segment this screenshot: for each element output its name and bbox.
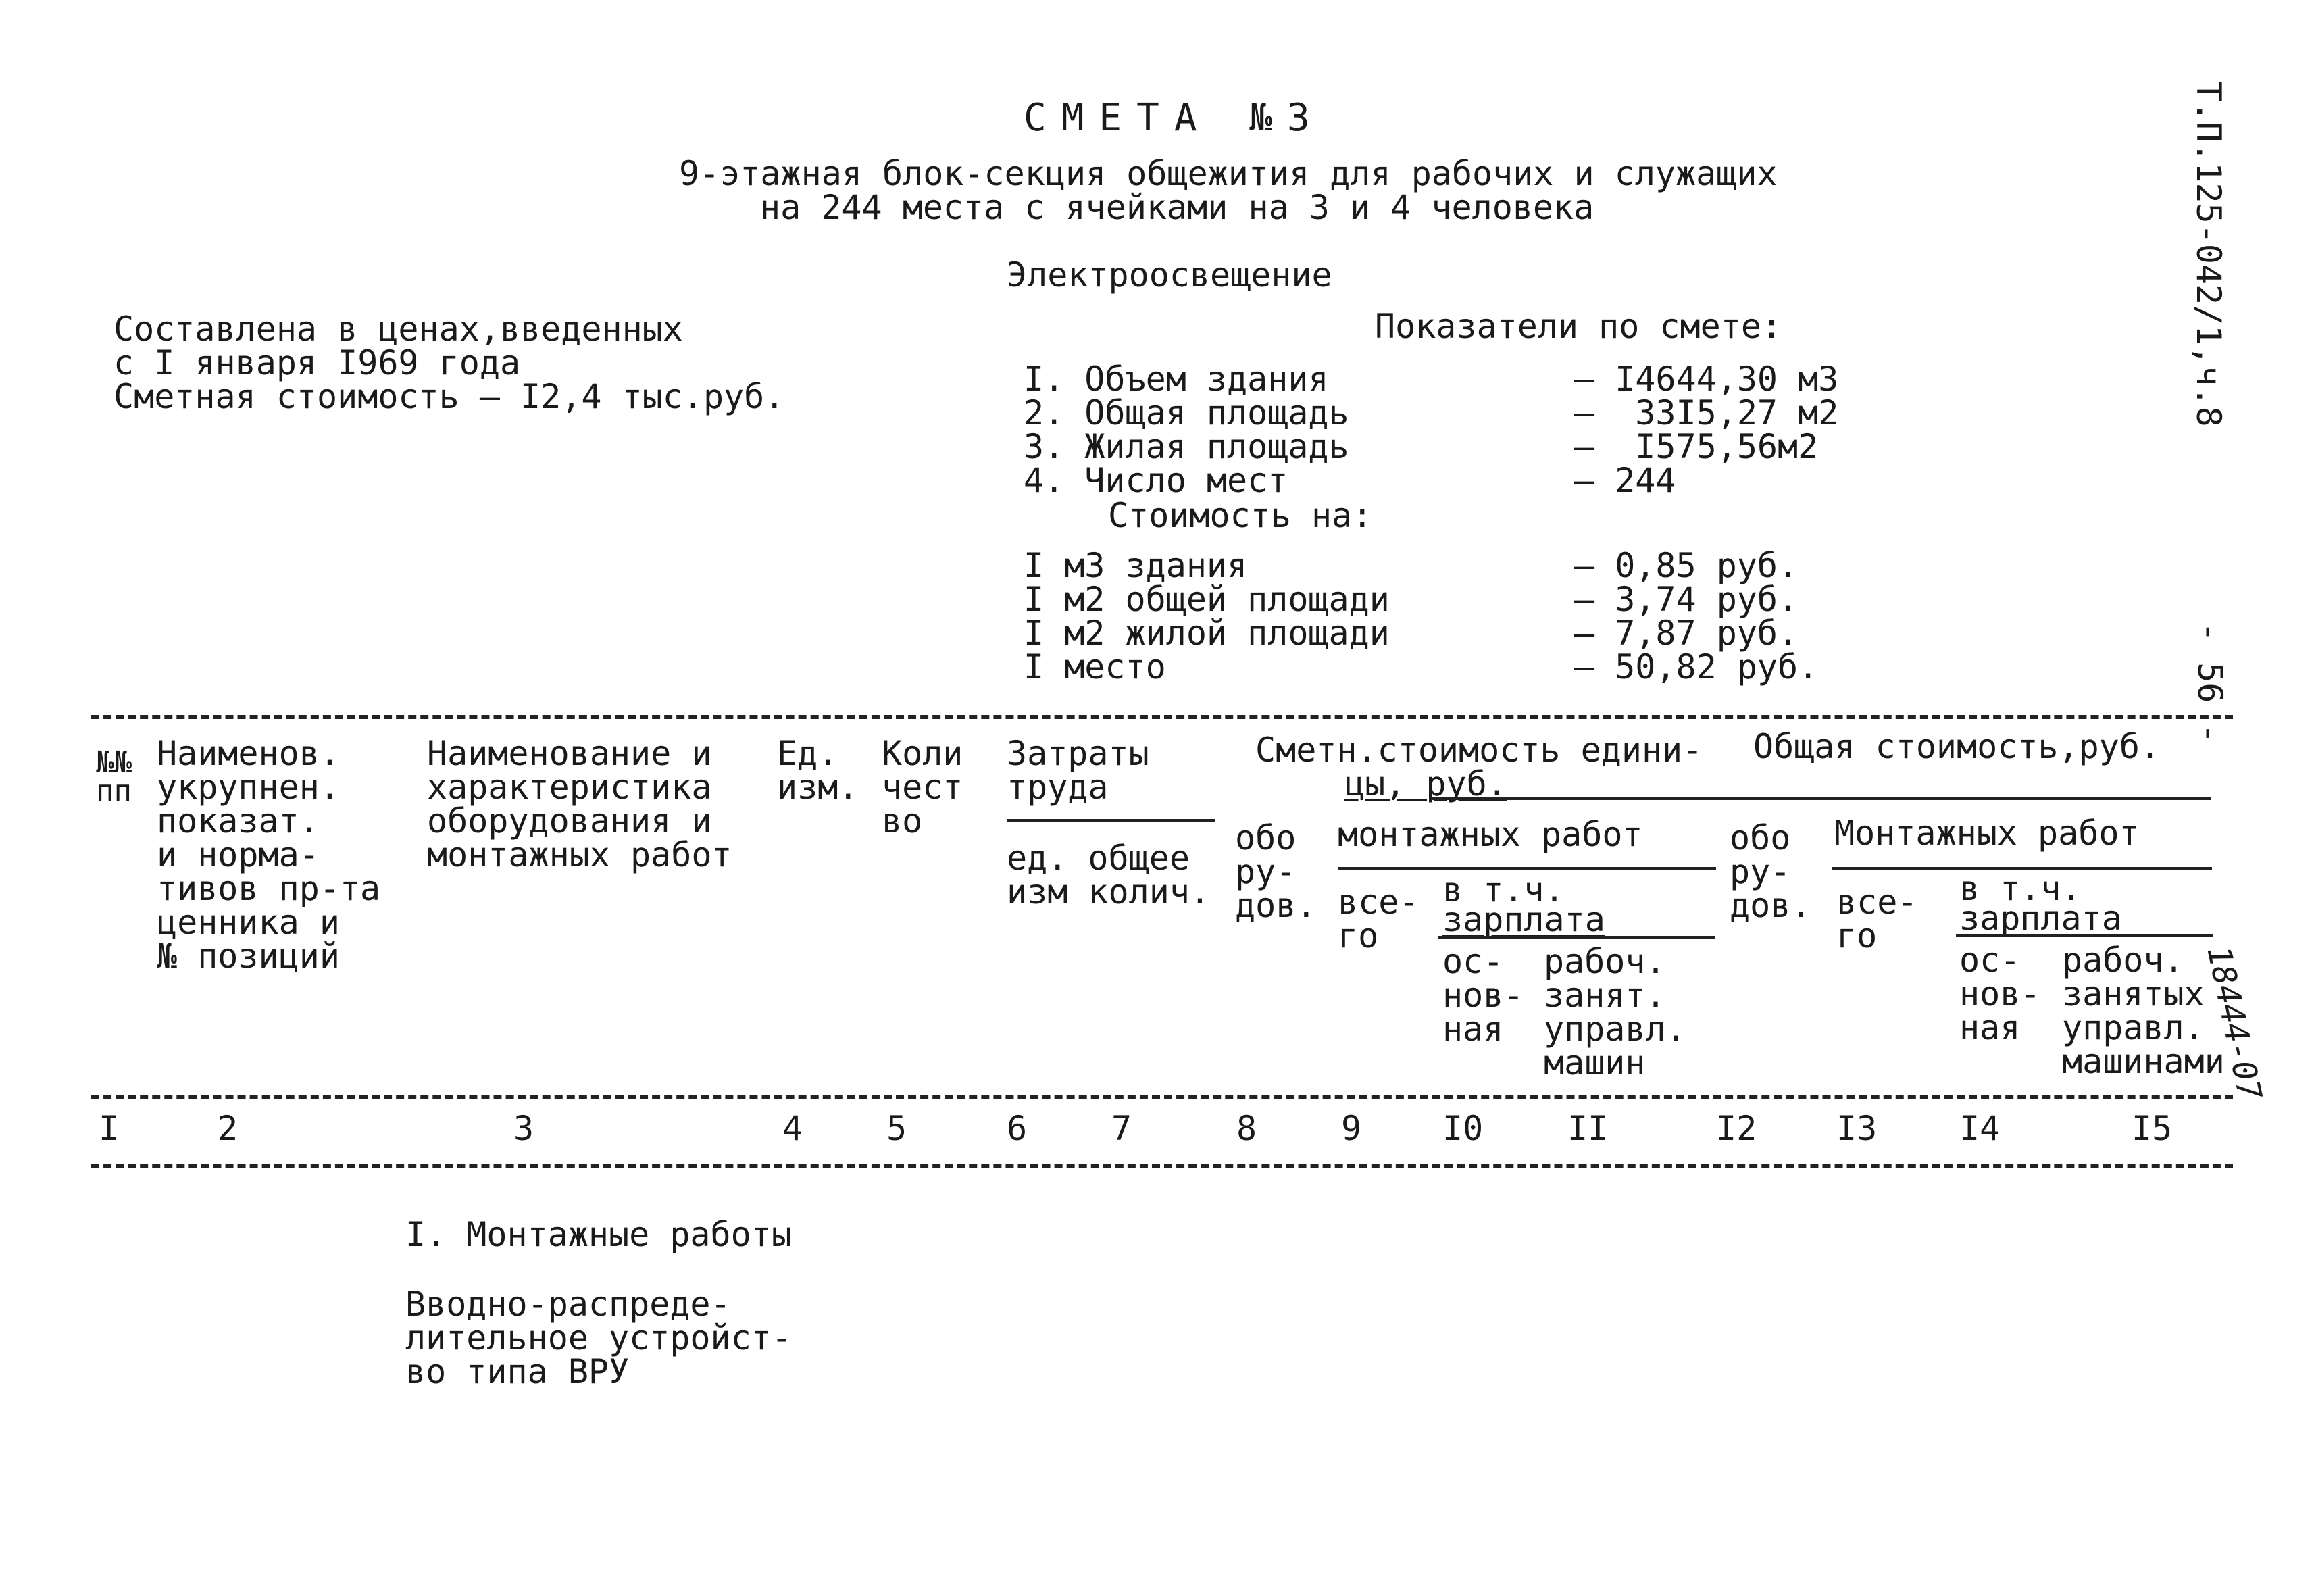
col-header-wages-2: зарплата bbox=[1959, 899, 2122, 938]
col-header-machine-2: рабоч. занятых управл. машинами bbox=[2062, 941, 2225, 1081]
col-header-name: Наименование и характеристика оборудования и монтажных работ bbox=[427, 734, 732, 874]
col-header-machine: рабоч. занят. управл. машин bbox=[1544, 942, 1686, 1082]
indicators-heading: Показатели по смете: bbox=[1375, 307, 1782, 346]
col-header-norms: Наименов. укрупнен. показат. и норма- тивов пр-та ценника и № позиций bbox=[157, 734, 381, 976]
column-number: 8 bbox=[1236, 1109, 1257, 1148]
wages-rule bbox=[1438, 936, 1715, 939]
indicator-label: 2. Общая площадь bbox=[1024, 393, 1349, 432]
info-line-2: с I января I969 года bbox=[114, 343, 521, 382]
cost-label: I место bbox=[1024, 647, 1166, 687]
cost-heading: Стоимость на: bbox=[1108, 496, 1373, 535]
cost-value: – 3,74 руб. bbox=[1574, 580, 1799, 619]
col-header-unit-cost-2: цы, руб. bbox=[1344, 764, 1507, 803]
info-line-3: Сметная стоимость – I2,4 тыс.руб. bbox=[114, 377, 785, 416]
col-header-total-cost: Общая стоимость,руб. bbox=[1753, 727, 2161, 766]
install-rule bbox=[1338, 867, 1716, 870]
col-header-total-2: все- го bbox=[1836, 882, 1918, 955]
column-number: I5 bbox=[2132, 1109, 2173, 1148]
numbers-bottom-rule bbox=[91, 1164, 2233, 1168]
column-number: 7 bbox=[1111, 1109, 1132, 1148]
body-section-title: I. Монтажные работы bbox=[405, 1215, 792, 1254]
header-bottom-rule bbox=[91, 1095, 2233, 1099]
col-header-incl-2: в т.ч. bbox=[1959, 869, 2082, 908]
cost-label: I м3 здания bbox=[1024, 546, 1248, 585]
subtitle-line-1: 9-этажная блок-секция общежития для рабочих и служащих bbox=[679, 154, 1778, 193]
column-number: I2 bbox=[1716, 1109, 1757, 1148]
col-header-unit-cost: Сметн.стоимость едини- bbox=[1255, 730, 1703, 770]
col-header-total: все- го bbox=[1338, 882, 1419, 955]
column-number: I4 bbox=[1959, 1109, 2001, 1148]
column-number: 5 bbox=[886, 1109, 907, 1148]
cost-value: – 7,87 руб. bbox=[1574, 614, 1799, 653]
document-title: СМЕТА №3 bbox=[1024, 96, 1325, 140]
col-header-install: монтажных работ bbox=[1338, 815, 1643, 854]
col-header-basic-2: ос- нов- ная bbox=[1959, 941, 2041, 1047]
body-item: Вводно-распреде- лительное устройст- во типа ВРУ bbox=[405, 1285, 792, 1391]
column-number: I0 bbox=[1442, 1109, 1484, 1148]
table-top-rule bbox=[91, 715, 2233, 719]
col-header-equipment-total: обо ру- дов. bbox=[1730, 818, 1811, 925]
cost-value: – 0,85 руб. bbox=[1574, 546, 1799, 585]
indicator-value: – 244 bbox=[1574, 461, 1676, 500]
col-header-unit: Ед. изм. bbox=[777, 734, 859, 807]
cost-rule bbox=[1431, 797, 2211, 800]
col-header-labor: Затраты труда bbox=[1007, 734, 1149, 807]
page-number: - 56 - bbox=[2190, 622, 2230, 744]
column-number: I3 bbox=[1836, 1109, 1878, 1148]
section-name: Электроосвещение bbox=[1007, 255, 1332, 295]
indicator-label: I. Объем здания bbox=[1024, 359, 1329, 399]
col-header-install-total: Монтажных работ bbox=[1834, 814, 2140, 853]
col-header-wages: зарплата bbox=[1442, 900, 1605, 939]
col-header-incl: в т.ч. bbox=[1442, 870, 1565, 909]
subtitle-line-2: на 244 места с ячейками на 3 и 4 человека bbox=[760, 188, 1594, 227]
document-code: Т.П.125-042/1,ч.8 bbox=[2189, 81, 2228, 427]
column-number: 2 bbox=[218, 1109, 238, 1148]
col-header-labor-sub: ед. общее изм колич. bbox=[1007, 839, 1211, 912]
column-number: 4 bbox=[782, 1109, 803, 1148]
col-header-equipment: обо ру- дов. bbox=[1235, 818, 1317, 925]
col-header-number: №№ пп bbox=[96, 745, 132, 808]
col-header-basic: ос- нов- ная bbox=[1442, 942, 1524, 1049]
col-header-quantity: Коли чест во bbox=[882, 734, 963, 841]
indicator-value: – 33I5,27 м2 bbox=[1574, 393, 1839, 432]
info-line-1: Составлена в ценах,введенных bbox=[114, 309, 683, 349]
column-number: II bbox=[1567, 1109, 1609, 1148]
indicator-label: 3. Жилая площадь bbox=[1024, 427, 1349, 466]
cost-value: – 50,82 руб. bbox=[1574, 647, 1819, 687]
indicator-value: – I4644,30 м3 bbox=[1574, 359, 1839, 399]
archive-stamp: 18444-07 bbox=[2199, 943, 2269, 1103]
cost-label: I м2 общей площади bbox=[1024, 580, 1390, 619]
indicator-value: – I575,56м2 bbox=[1574, 427, 1819, 466]
labor-rule bbox=[1007, 819, 1215, 822]
column-number: 6 bbox=[1007, 1109, 1028, 1148]
wages-total-rule bbox=[1956, 934, 2213, 937]
column-number: 3 bbox=[513, 1109, 534, 1148]
column-number: I bbox=[99, 1109, 120, 1148]
indicator-label: 4. Число мест bbox=[1024, 461, 1288, 500]
column-number: 9 bbox=[1341, 1109, 1362, 1148]
cost-label: I м2 жилой площади bbox=[1024, 614, 1390, 653]
